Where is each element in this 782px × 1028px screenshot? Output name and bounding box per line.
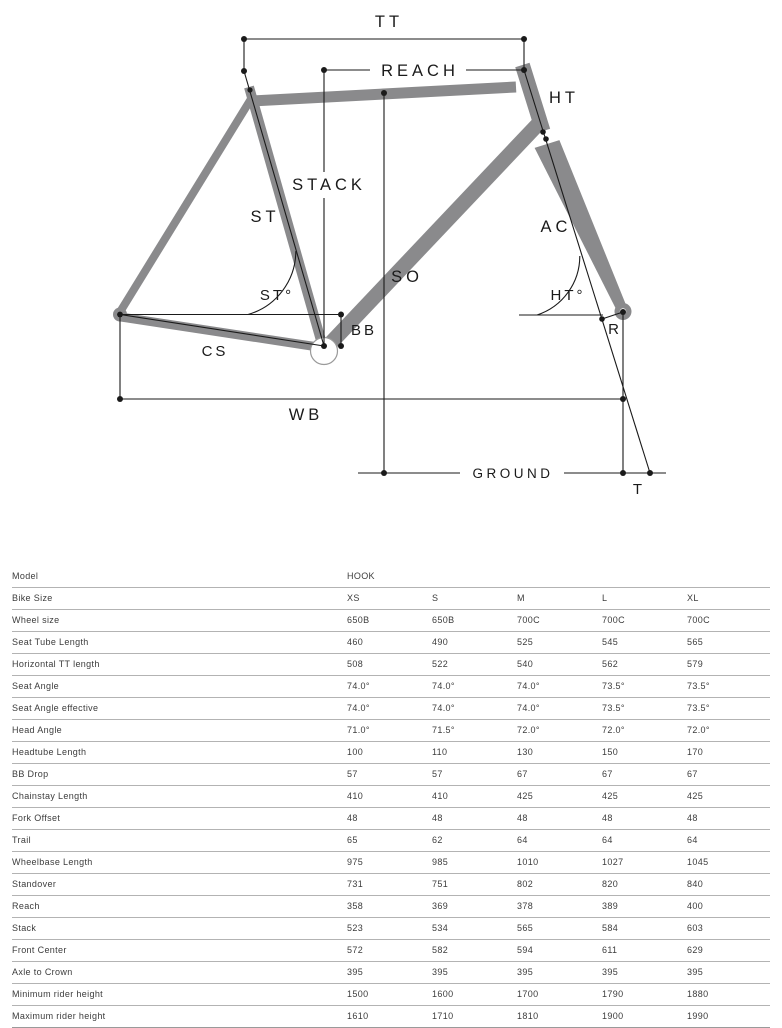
row-value: 395 (687, 967, 704, 977)
row-value: S (432, 593, 439, 603)
row-value: 425 (517, 791, 534, 801)
row-label: Wheelbase Length (12, 857, 93, 867)
row-label: Chainstay Length (12, 791, 88, 801)
row-value: 64 (517, 835, 528, 845)
so-label: SO (391, 268, 423, 286)
row-value: 594 (517, 945, 534, 955)
ground-label: GROUND (472, 466, 554, 481)
row-label: Front Center (12, 945, 67, 955)
row-value: 378 (517, 901, 534, 911)
table-row (12, 676, 770, 698)
row-value: 130 (517, 747, 534, 757)
row-value: 751 (432, 879, 449, 889)
table-row (12, 940, 770, 962)
table-row (12, 632, 770, 654)
row-value: 1500 (347, 989, 369, 999)
row-value: 170 (687, 747, 704, 757)
row-value: 1045 (687, 857, 709, 867)
row-value: 525 (517, 637, 534, 647)
row-value: 74.0° (347, 681, 370, 691)
row-value: 650B (432, 615, 455, 625)
geometry-table (12, 566, 770, 1028)
row-label: Head Angle (12, 725, 63, 735)
row-label: Trail (12, 835, 31, 845)
row-value: 1700 (517, 989, 539, 999)
row-label: Seat Angle effective (12, 703, 99, 713)
bb-label: BB (350, 322, 378, 339)
row-value: 110 (432, 747, 448, 757)
row-value: 369 (432, 901, 449, 911)
table-row (12, 786, 770, 808)
row-value: 700C (517, 615, 540, 625)
row-value: 1880 (687, 989, 709, 999)
row-value: 534 (432, 923, 449, 933)
row-label: Axle to Crown (12, 967, 73, 977)
row-label: Seat Angle (12, 681, 60, 691)
row-label: Standover (12, 879, 57, 889)
row-label: Horizontal TT length (12, 659, 100, 669)
row-value: 410 (347, 791, 364, 801)
cs-label: CS (201, 343, 229, 360)
table-row (12, 918, 770, 940)
down-tube (326, 121, 541, 348)
row-value: 73.5° (687, 681, 710, 691)
row-value: 74.0° (517, 703, 540, 713)
table-row (12, 830, 770, 852)
row-value: 395 (517, 967, 534, 977)
row-value: 67 (517, 769, 528, 779)
row-value: 985 (432, 857, 449, 867)
row-label: Model (12, 571, 39, 581)
row-value: XL (687, 593, 699, 603)
row-label: Seat Tube Length (12, 637, 89, 647)
table-row (12, 764, 770, 786)
seat-angle-arc (248, 251, 296, 314)
row-value: 802 (517, 879, 534, 889)
row-value: 460 (347, 637, 364, 647)
row-value: 731 (347, 879, 364, 889)
row-value: 74.0° (347, 703, 370, 713)
row-value: 74.0° (432, 703, 455, 713)
row-value: M (517, 593, 525, 603)
trail-label: T (632, 481, 646, 498)
row-value: 71.5° (432, 725, 455, 735)
row-value: 650B (347, 615, 370, 625)
seat-stay-tube (120, 99, 251, 312)
seat-angle-label: ST° (259, 287, 295, 304)
stack-label: STACK (292, 176, 366, 194)
row-value: 74.0° (517, 681, 540, 691)
row-label: Reach (12, 901, 40, 911)
row-value: 48 (347, 813, 358, 823)
row-value: 65 (347, 835, 358, 845)
row-value: 425 (602, 791, 619, 801)
row-value: 67 (687, 769, 698, 779)
row-value (517, 566, 602, 587)
row-value: 1027 (602, 857, 624, 867)
row-value: 840 (687, 879, 704, 889)
row-value: 72.0° (687, 725, 710, 735)
row-value: 540 (517, 659, 534, 669)
row-label: Wheel size (12, 615, 60, 625)
table-row (12, 610, 770, 632)
row-value: 73.5° (602, 681, 625, 691)
row-value: 545 (602, 637, 619, 647)
table-row (12, 1006, 770, 1028)
table-row (12, 720, 770, 742)
table-row (12, 896, 770, 918)
row-value: 490 (432, 637, 449, 647)
row-value: 67 (602, 769, 613, 779)
row-value: 100 (347, 747, 364, 757)
row-label: Minimum rider height (12, 989, 104, 999)
row-value: 975 (347, 857, 364, 867)
row-value: 582 (432, 945, 449, 955)
head-angle-label: HT° (550, 287, 586, 304)
row-value: HOOK (347, 571, 375, 581)
wb-label: WB (288, 406, 324, 424)
row-value: 72.0° (517, 725, 540, 735)
row-label: Stack (12, 923, 37, 933)
row-value: 572 (347, 945, 364, 955)
row-value: 410 (432, 791, 449, 801)
row-value: 1810 (517, 1011, 539, 1021)
table-row (12, 852, 770, 874)
row-value: 820 (602, 879, 619, 889)
row-value: 73.5° (687, 703, 710, 713)
row-value: 150 (602, 747, 619, 757)
table-row (12, 742, 770, 764)
row-value: 700C (602, 615, 625, 625)
row-value: 1990 (687, 1011, 709, 1021)
row-value: 1710 (432, 1011, 454, 1021)
ac-label: AC (540, 218, 572, 236)
row-value: 64 (602, 835, 613, 845)
table-row (12, 808, 770, 830)
frame (113, 65, 632, 365)
row-value: 64 (687, 835, 698, 845)
row-value: 1790 (602, 989, 624, 999)
row-value: 565 (687, 637, 704, 647)
row-label: Headtube Length (12, 747, 87, 757)
row-value (602, 566, 687, 587)
row-value: 395 (347, 967, 364, 977)
row-value: 562 (602, 659, 619, 669)
row-value: 72.0° (602, 725, 625, 735)
row-value: 400 (687, 901, 704, 911)
dimension-lines (120, 39, 666, 473)
row-value: 579 (687, 659, 704, 669)
table-row (12, 566, 770, 588)
table-row (12, 984, 770, 1006)
row-value: 48 (432, 813, 443, 823)
reach-label: REACH (381, 62, 459, 80)
row-value: 1900 (602, 1011, 624, 1021)
row-value: 523 (347, 923, 364, 933)
row-value: 603 (687, 923, 704, 933)
head-angle-arc (537, 256, 580, 315)
row-value: 1010 (517, 857, 539, 867)
row-value: 584 (602, 923, 619, 933)
row-value: 1600 (432, 989, 454, 999)
chainstay-dimension-line (120, 315, 324, 347)
row-value (432, 566, 517, 587)
st-label: ST (250, 208, 280, 226)
row-value: 73.5° (602, 703, 625, 713)
table-row (12, 962, 770, 984)
row-label: BB Drop (12, 769, 49, 779)
row-value: 395 (432, 967, 449, 977)
row-value: 48 (517, 813, 528, 823)
row-value: 62 (432, 835, 443, 845)
row-value: 358 (347, 901, 364, 911)
row-label: Bike Size (12, 593, 53, 603)
ht-label: HT (549, 89, 579, 107)
row-value: 522 (432, 659, 449, 669)
rake-label: R (608, 321, 622, 338)
row-value: L (602, 593, 608, 603)
table-row (12, 698, 770, 720)
row-label: Fork Offset (12, 813, 61, 823)
row-value: 425 (687, 791, 704, 801)
row-value: 629 (687, 945, 704, 955)
row-value: 57 (432, 769, 443, 779)
table-row (12, 654, 770, 676)
row-value: 71.0° (347, 725, 370, 735)
table-row (12, 588, 770, 610)
row-value: 48 (687, 813, 698, 823)
row-label: Maximum rider height (12, 1011, 106, 1021)
row-value: 1610 (347, 1011, 369, 1021)
row-value: 57 (347, 769, 358, 779)
row-value: 700C (687, 615, 710, 625)
row-value: 74.0° (432, 681, 455, 691)
row-value: 611 (602, 945, 618, 955)
row-value (687, 566, 772, 587)
row-value: XS (347, 593, 360, 603)
row-value: 389 (602, 901, 619, 911)
tt-label: TT (374, 13, 404, 31)
row-value: 48 (602, 813, 613, 823)
row-value: 508 (347, 659, 364, 669)
table-row (12, 874, 770, 896)
row-value: 565 (517, 923, 534, 933)
row-value: 395 (602, 967, 619, 977)
